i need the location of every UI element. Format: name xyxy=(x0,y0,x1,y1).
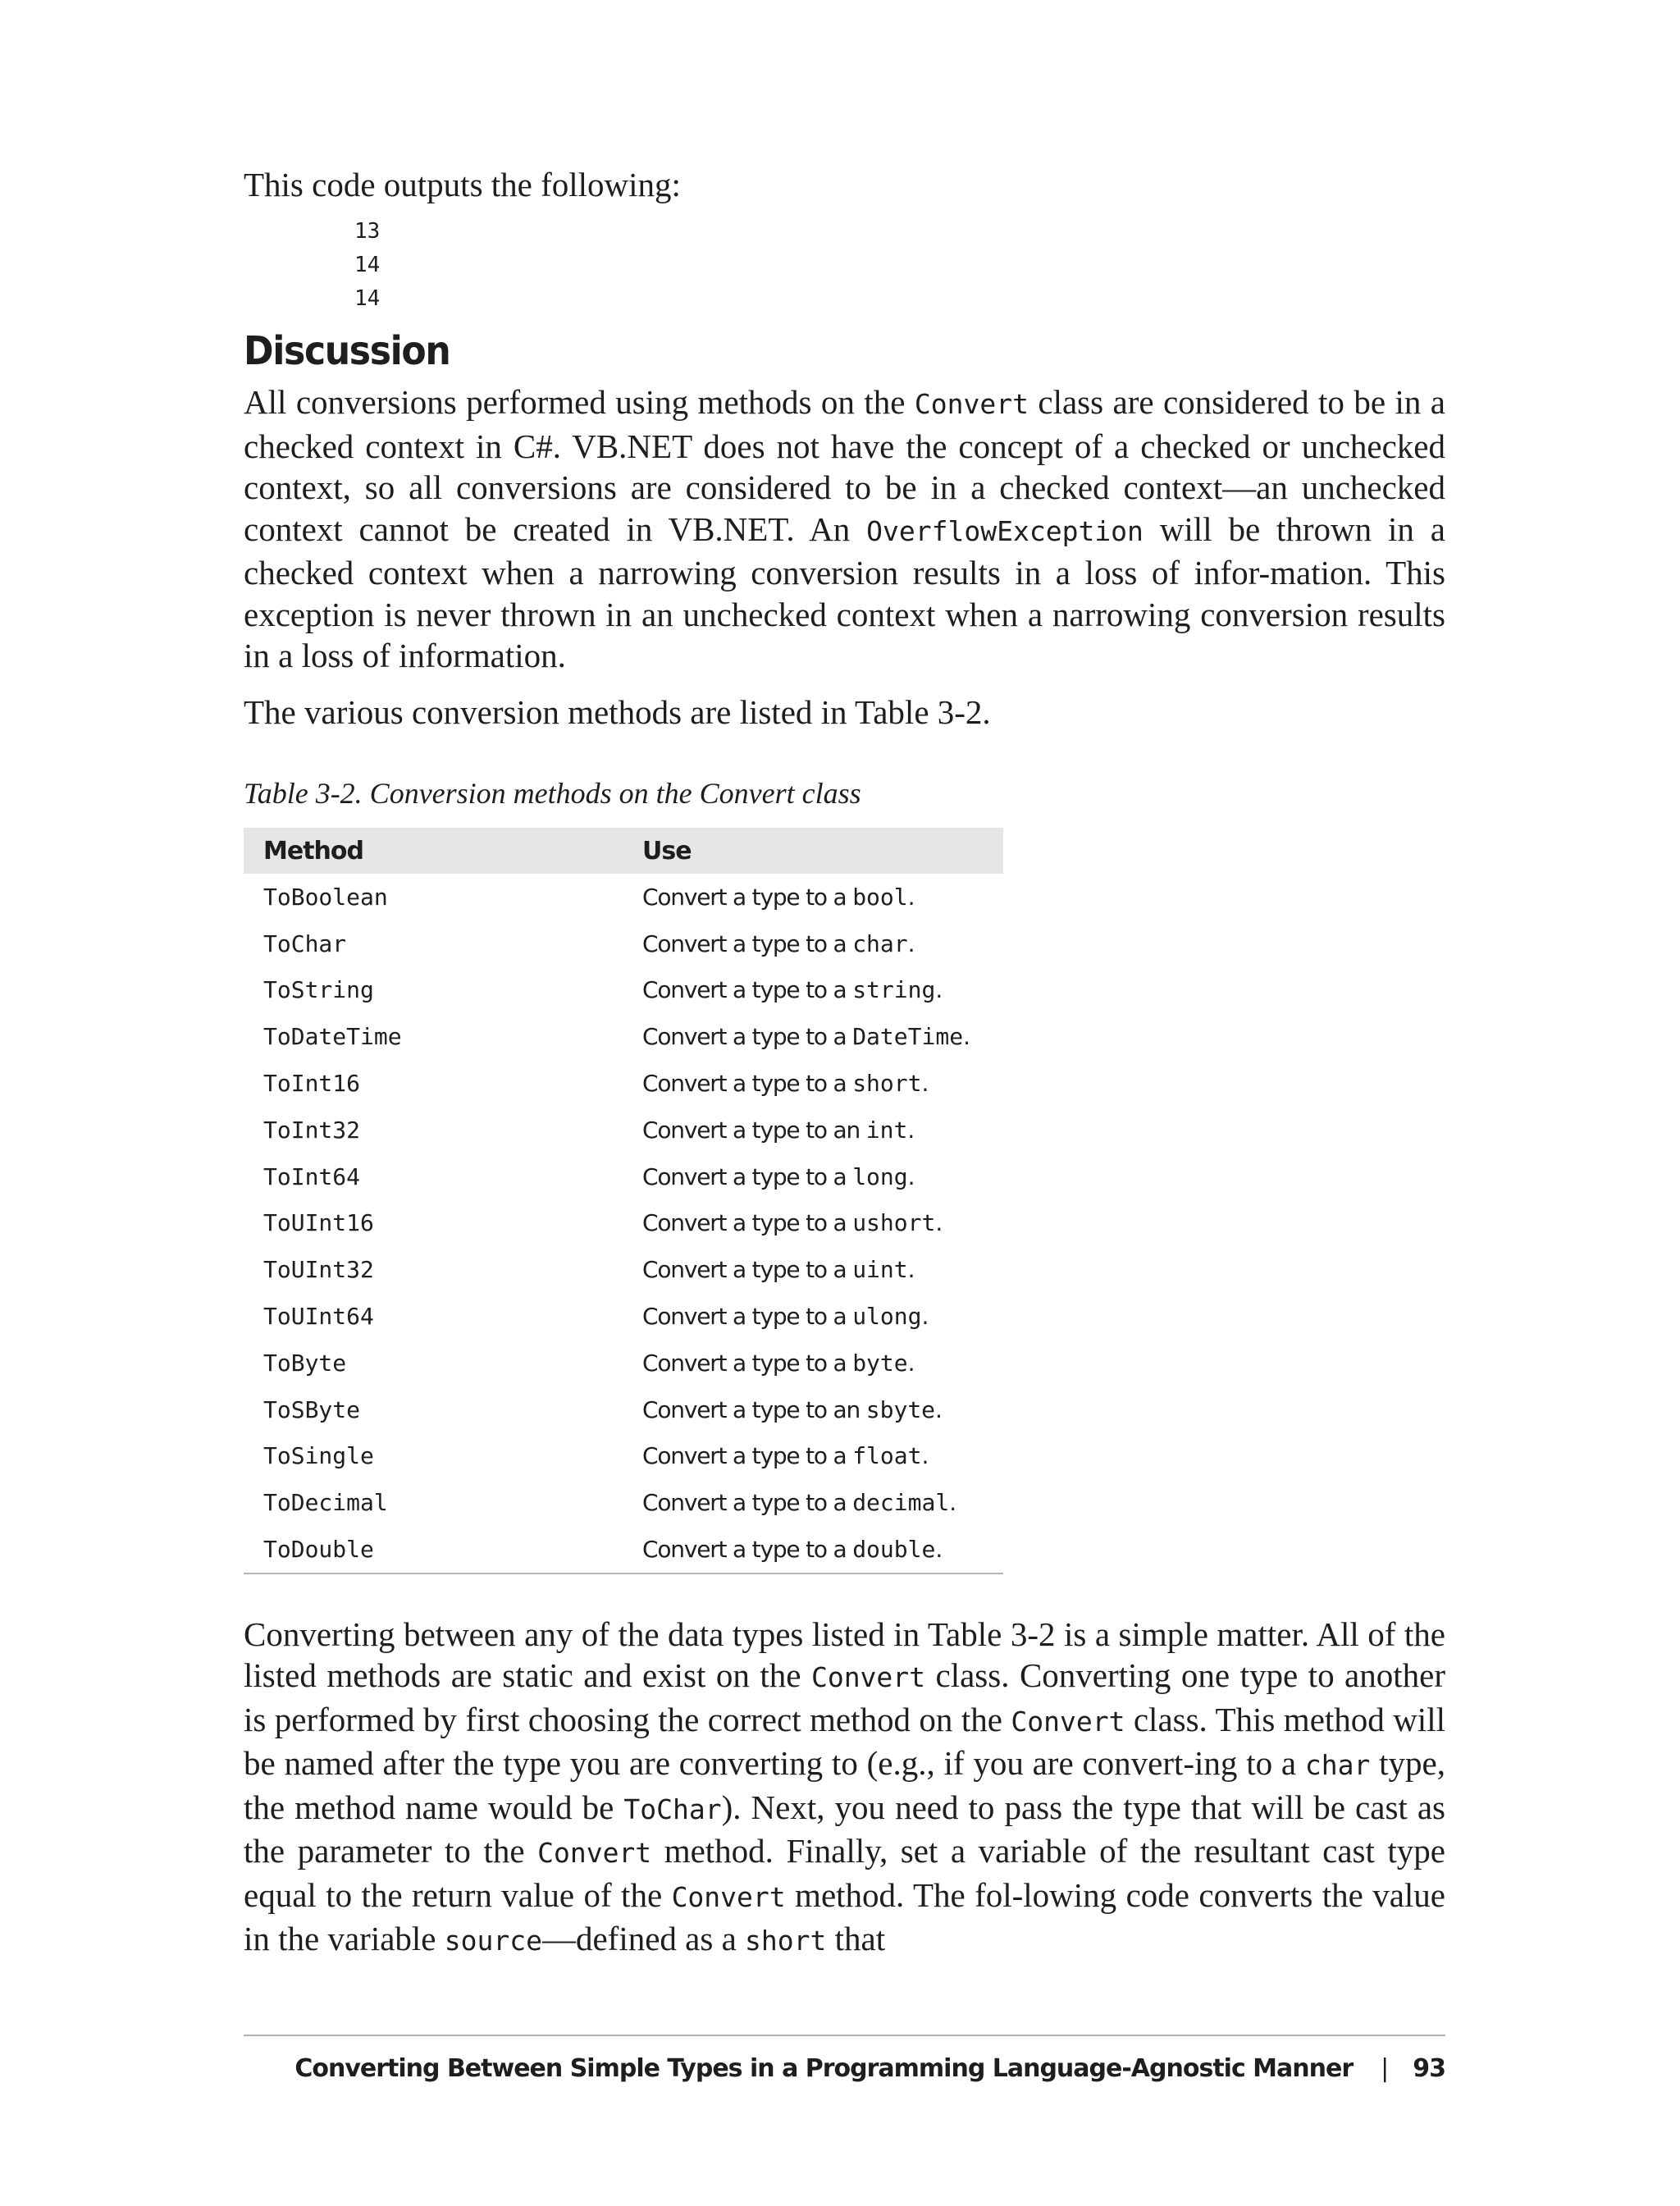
table-body xyxy=(244,874,1003,1573)
use-cell: Convert a type to an int. xyxy=(642,1116,915,1144)
use-cell: Convert a type to an sbyte. xyxy=(642,1395,942,1423)
table-row xyxy=(244,920,1003,967)
page-footer xyxy=(244,2035,1445,2100)
use-cell: Convert a type to a byte. xyxy=(642,1349,915,1377)
type-name: uint xyxy=(852,1256,908,1284)
column-header-use: Use xyxy=(623,828,1003,874)
type-name: short xyxy=(852,1070,922,1098)
table-row xyxy=(244,1013,1003,1060)
use-cell: Convert a type to a double. xyxy=(642,1536,943,1564)
section-heading: Discussion xyxy=(244,328,450,374)
method-cell: ToSingle xyxy=(263,1442,374,1470)
method-cell: ToUInt16 xyxy=(263,1209,374,1237)
type-name: float xyxy=(852,1442,922,1470)
method-cell: ToChar xyxy=(263,929,347,957)
table-caption: Table 3-2. Conversion methods on the Convert class xyxy=(244,777,861,810)
method-cell: ToInt64 xyxy=(263,1162,361,1190)
inline-code: Convert xyxy=(671,1880,786,1913)
discussion-paragraph: All conversions performed using methods on the Convert class are considered to be in a checked context in C#. VB.NET does not have the concept of a checked or unchecked context, so all conversions are considered to be in a checked context—an unchecked context cannot be created in VB.NET. An OverflowException will be thrown in a checked context when a narrowing conversion results in a loss of infor-mation. This exception is never thrown in an unchecked context when a narrowing conversion results in a loss of information. xyxy=(244,383,1445,674)
method-cell: ToBoolean xyxy=(263,883,388,911)
table-header-row xyxy=(244,828,1003,874)
table-row xyxy=(244,1246,1003,1293)
inline-code: OverflowException xyxy=(866,514,1144,547)
type-name: string xyxy=(852,976,936,1004)
use-cell: Convert a type to a short. xyxy=(642,1070,929,1098)
conversion-paragraph: Converting between any of the data types listed in Table 3-2 is a simple matter. All of the listed methods are static and exist on the Convert class. Converting one type to another is performed by first choosing the correct method on the Convert class. This method will be named after the type you are converting to (e.g., if you are convert-ing to a char type, the method name would be ToChar). Next, you need to pass the type that will be cast as the parameter to the Convert method. Finally, set a variable of the resultant cast type equal to the return value of the Convert method. The fol-lowing code converts the value in the variable source—defined as a short that xyxy=(244,1615,1446,1958)
page-number: 93 xyxy=(1413,2053,1445,2083)
type-name: int xyxy=(865,1116,908,1144)
table-row xyxy=(244,1200,1003,1247)
table-row xyxy=(244,1293,1003,1340)
conversion-methods-table xyxy=(244,828,1003,1574)
inline-code: short xyxy=(745,1925,827,1957)
method-cell: ToInt16 xyxy=(263,1070,361,1098)
inline-code: char xyxy=(1304,1749,1371,1782)
method-cell: ToSByte xyxy=(263,1395,361,1423)
output-line: 14 xyxy=(354,286,381,311)
use-cell: Convert a type to a DateTime. xyxy=(642,1023,970,1051)
column-header-method: Method xyxy=(244,828,623,874)
type-name: DateTime xyxy=(852,1023,964,1051)
inline-code: Convert xyxy=(1011,1705,1125,1738)
use-cell: Convert a type to a string. xyxy=(642,976,943,1004)
use-cell: Convert a type to a uint. xyxy=(642,1256,915,1284)
type-name: double xyxy=(852,1536,936,1564)
type-name: decimal xyxy=(852,1489,950,1517)
method-cell: ToInt32 xyxy=(263,1116,361,1144)
output-line: 13 xyxy=(354,219,381,244)
type-name: sbyte xyxy=(865,1395,936,1423)
method-cell: ToUInt32 xyxy=(263,1256,374,1284)
use-cell: Convert a type to a bool. xyxy=(642,883,915,911)
table-row xyxy=(244,967,1003,1014)
use-cell: Convert a type to a long. xyxy=(642,1162,915,1190)
table-row xyxy=(244,1479,1003,1526)
running-title: Converting Between Simple Types in a Programming Language-Agnostic Manner xyxy=(294,2053,1354,2083)
inline-code: Convert xyxy=(914,388,1029,420)
table-reference-paragraph: The various conversion methods are listed in Table 3-2. xyxy=(244,692,991,731)
method-cell: ToString xyxy=(263,976,374,1004)
table-row xyxy=(244,1060,1003,1107)
method-cell: ToUInt64 xyxy=(263,1303,374,1331)
inline-code: Convert xyxy=(537,1837,652,1870)
method-cell: ToDateTime xyxy=(263,1023,402,1051)
table-row xyxy=(244,1433,1003,1480)
type-name: ushort xyxy=(852,1209,936,1237)
inline-code: Convert xyxy=(810,1661,926,1694)
method-cell: ToDouble xyxy=(263,1536,374,1564)
method-cell: ToByte xyxy=(263,1349,347,1377)
use-cell: Convert a type to a ulong. xyxy=(642,1303,929,1331)
code-output-block xyxy=(354,215,1445,316)
use-cell: Convert a type to a decimal. xyxy=(642,1489,956,1517)
type-name: bool xyxy=(852,883,908,911)
use-cell: Convert a type to a ushort. xyxy=(642,1209,943,1237)
type-name: char xyxy=(852,929,908,957)
use-cell: Convert a type to a char. xyxy=(642,929,915,957)
table-row xyxy=(244,1107,1003,1153)
page-content xyxy=(244,164,1445,1977)
table-row xyxy=(244,1386,1003,1433)
table-row xyxy=(244,1153,1003,1200)
type-name: long xyxy=(852,1162,908,1190)
use-cell: Convert a type to a float. xyxy=(642,1442,929,1470)
table-row xyxy=(244,1340,1003,1386)
inline-code: ToChar xyxy=(623,1793,722,1825)
output-line: 14 xyxy=(354,253,381,277)
method-cell: ToDecimal xyxy=(263,1489,388,1517)
type-name: byte xyxy=(852,1349,908,1377)
table-row xyxy=(244,1526,1003,1573)
intro-text: This code outputs the following: xyxy=(244,166,681,203)
table-row xyxy=(244,874,1003,920)
type-name: ulong xyxy=(852,1303,922,1331)
footer-separator: | xyxy=(1381,2053,1389,2083)
inline-code: source xyxy=(444,1925,542,1957)
